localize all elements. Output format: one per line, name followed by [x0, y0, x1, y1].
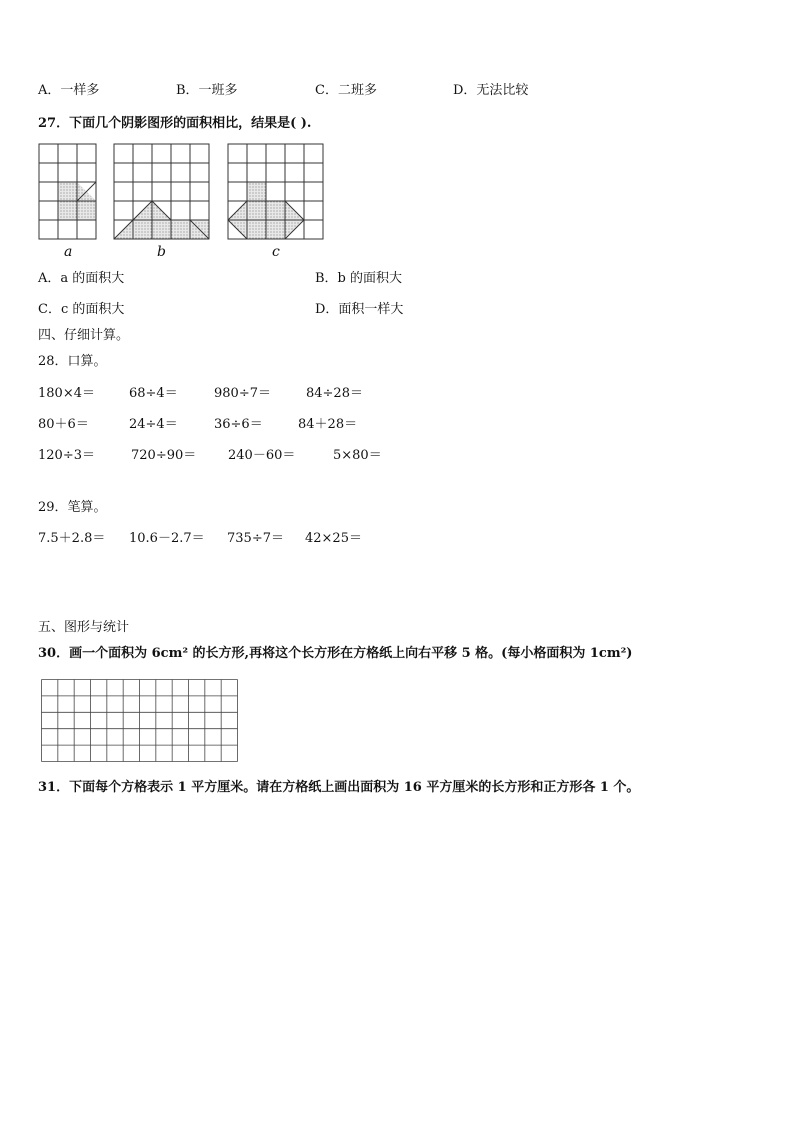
q28-item: 240－60＝ — [228, 448, 296, 463]
q27-option-b: B．b 的面积大 — [315, 271, 403, 286]
figure-label-b: b — [157, 244, 166, 260]
q27-option-a: A．a 的面积大 — [38, 271, 125, 286]
q26-option-b: B．一班多 — [176, 83, 238, 98]
q26-option-d: D．无法比较 — [453, 83, 529, 98]
q28-item: 980÷7＝ — [214, 386, 271, 401]
q28-item: 68÷4＝ — [129, 386, 178, 401]
section-4-heading: 四、仔细计算。 — [38, 328, 130, 343]
figure-label-a: a — [64, 244, 73, 260]
q29-item: 7.5＋2.8＝ — [38, 531, 106, 546]
q28-item: 84＋28＝ — [298, 417, 358, 432]
q29-item: 42×25＝ — [305, 531, 362, 546]
q27-stem: 27．下面几个阴影图形的面积相比，结果是( ). — [38, 116, 312, 131]
q29-stem: 29．笔算。 — [38, 500, 107, 515]
figure-a — [39, 144, 96, 239]
q29-item: 735÷7＝ — [227, 531, 284, 546]
q28-item: 180×4＝ — [38, 386, 95, 401]
q27-figures — [36, 142, 336, 242]
q28-item: 80＋6＝ — [38, 417, 89, 432]
section-5-heading: 五、图形与统计 — [38, 620, 130, 635]
q30-grid-paper — [41, 679, 241, 763]
q28-stem: 28．口算。 — [38, 354, 107, 369]
q27-option-d: D．面积一样大 — [315, 302, 404, 317]
q31-stem: 31．下面每个方格表示 1 平方厘米。请在方格纸上画出面积为 16 平方厘米的长方形和正方形各 1 个。 — [38, 780, 640, 795]
figure-b — [114, 144, 209, 239]
figure-label-c: c — [272, 244, 280, 260]
figure-c — [228, 144, 323, 239]
q29-item: 10.6－2.7＝ — [129, 531, 205, 546]
q28-item: 84÷28＝ — [306, 386, 363, 401]
q28-item: 24÷4＝ — [129, 417, 178, 432]
q28-item: 5×80＝ — [333, 448, 382, 463]
q30-stem: 30．画一个面积为 6cm² 的长方形,再将这个长方形在方格纸上向右平移 5 格。(每小格面积为 1cm²) — [38, 646, 633, 661]
q26-option-c: C．二班多 — [315, 83, 377, 98]
q28-item: 120÷3＝ — [38, 448, 95, 463]
q28-item: 36÷6＝ — [214, 417, 263, 432]
q27-option-c: C．c 的面积大 — [38, 302, 125, 317]
q28-item: 720÷90＝ — [131, 448, 197, 463]
q26-option-a: A．一样多 — [38, 83, 100, 98]
